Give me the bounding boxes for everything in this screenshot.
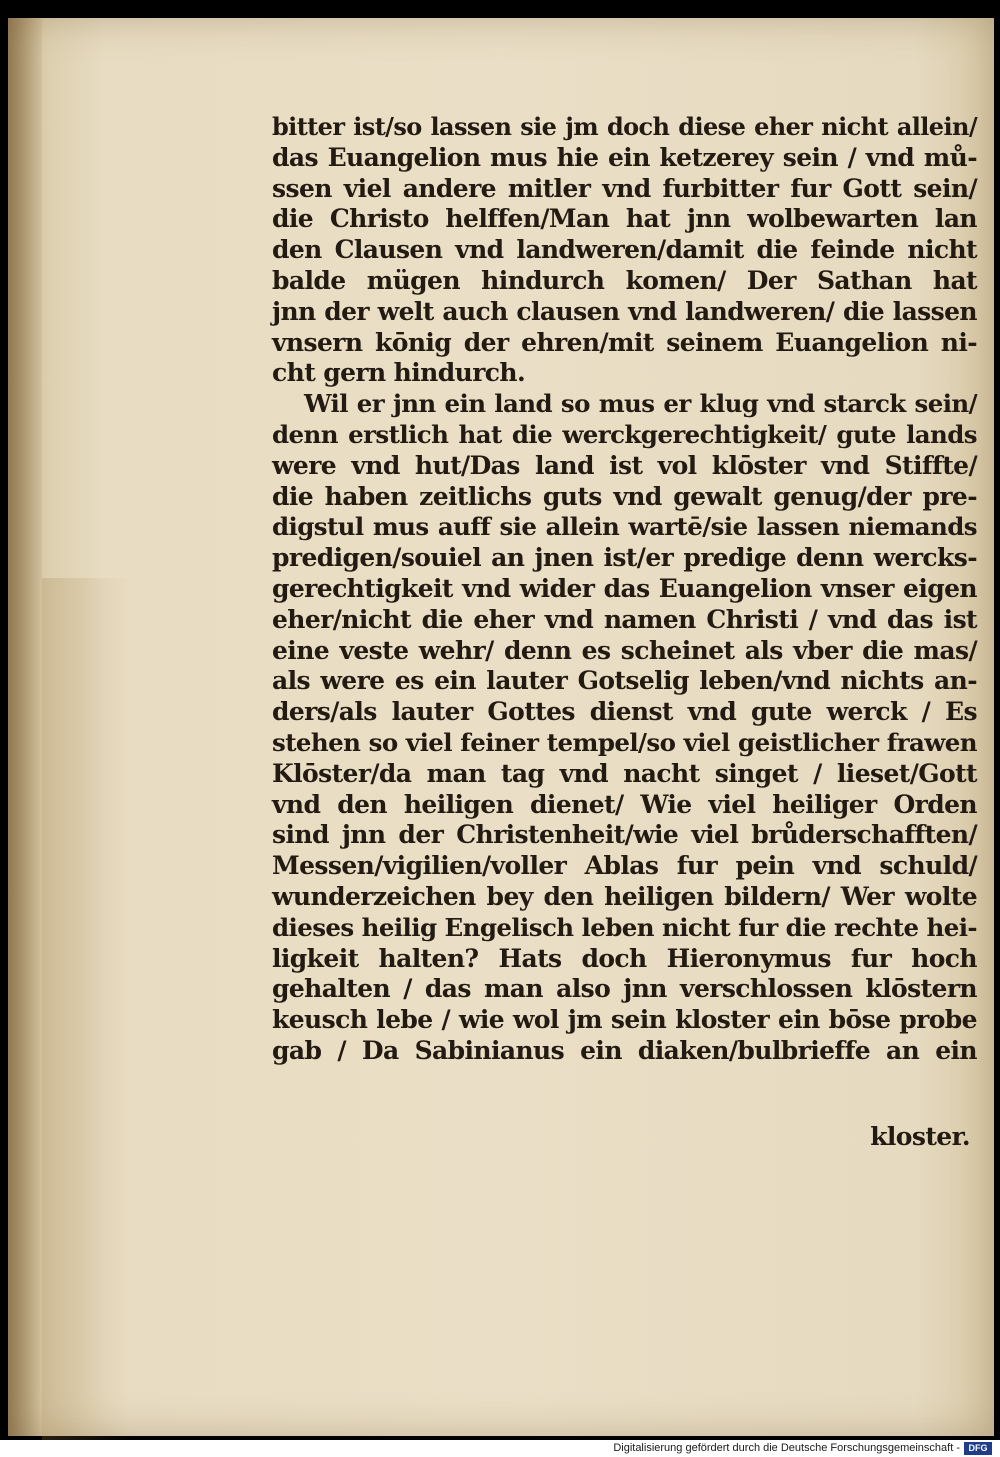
text-line: Messen/vigilien/voller Ablas fur pein vnd schuld/ [272, 851, 977, 881]
funding-credit: Digitalisierung gefördert durch die Deutsche Forschungsgemeinschaft - [613, 1442, 960, 1454]
text-line: die haben zeitlichs guts vnd gewalt genug/der pre- [272, 481, 977, 511]
text-line: wunderzeichen bey den heiligen bildern/ Wer wolte [272, 881, 977, 911]
text-line: Klōster/da man tag vnd nacht singet / lieset/Gott [272, 758, 977, 788]
page-stain [42, 578, 132, 1440]
text-line: Wil er jnn ein land so mus er klug vnd starck sein/ [304, 389, 977, 419]
text-line: eine veste wehr/ denn es scheinet als vber die mas/ [272, 635, 977, 665]
text-line: jnn der welt auch clausen vnd landweren/ die lassen [272, 296, 977, 326]
text-line: gerechtigkeit vnd wider das Euangelion vnser eigen [272, 573, 977, 603]
text-line: predigen/souiel an jnen ist/er predige denn wercks- [272, 543, 977, 573]
text-line: den Clausen vnd landweren/damit die feinde nicht [272, 235, 977, 265]
text-line: digstul mus auff sie allein wartē/sie lassen niemands [272, 512, 977, 542]
text-line: ligkeit halten? Hats doch Hieronymus fur hoch [272, 943, 977, 973]
text-line: dieses heilig Engelisch leben nicht fur die rechte hei- [272, 912, 977, 942]
text-line: ders/als lauter Gottes dienst vnd gute werck / Es [272, 697, 977, 727]
text-line: vnsern kōnig der ehren/mit seinem Euangelion ni- [272, 327, 977, 357]
text-line: balde mügen hindurch komen/ Der Sathan hat [272, 265, 977, 295]
text-line: gehalten / das man also jnn verschlossen klōstern [272, 974, 977, 1004]
catchword: kloster. [870, 1122, 970, 1151]
digitization-footer [0, 1440, 1000, 1457]
text-line: eher/nicht die eher vnd namen Christi / vnd das ist [272, 604, 977, 634]
text-line: ssen viel andere mitler vnd furbitter fur Gott sein/ [272, 173, 977, 203]
text-line: gab / Da Sabinianus ein diaken/bulbrieffe an ein [272, 1035, 977, 1065]
binding-gutter [8, 18, 42, 1436]
text-line: keusch lebe / wie wol jm sein kloster ein bōse probe [272, 1005, 977, 1035]
text-line: denn erstlich hat die werckgerechtigkeit/ gute lands [272, 419, 977, 449]
dfg-logo-icon: DFG [964, 1442, 992, 1455]
text-line: were vnd hut/Das land ist vol klōster vnd Stiffte/ [272, 450, 977, 480]
text-line: bitter ist/so lassen sie jm doch diese eher nicht allein/ [272, 112, 977, 141]
text-line: stehen so viel feiner tempel/so viel geistlicher frawen [272, 727, 977, 757]
text-line: die Christo helffen/Man hat jnn wolbewarten lan [272, 204, 977, 234]
text-line: das Euangelion mus hie ein ketzerey sein / vnd mů- [272, 142, 977, 172]
text-block [272, 112, 977, 1067]
text-line: cht gern hindurch. [272, 358, 526, 388]
text-line: sind jnn der Christenheit/wie viel brůderschafften/ [272, 820, 977, 850]
text-line: als were es ein lauter Gotselig leben/vnd nichts an- [272, 666, 977, 696]
text-line: vnd den heiligen dienet/ Wie viel heiliger Orden [272, 789, 977, 819]
